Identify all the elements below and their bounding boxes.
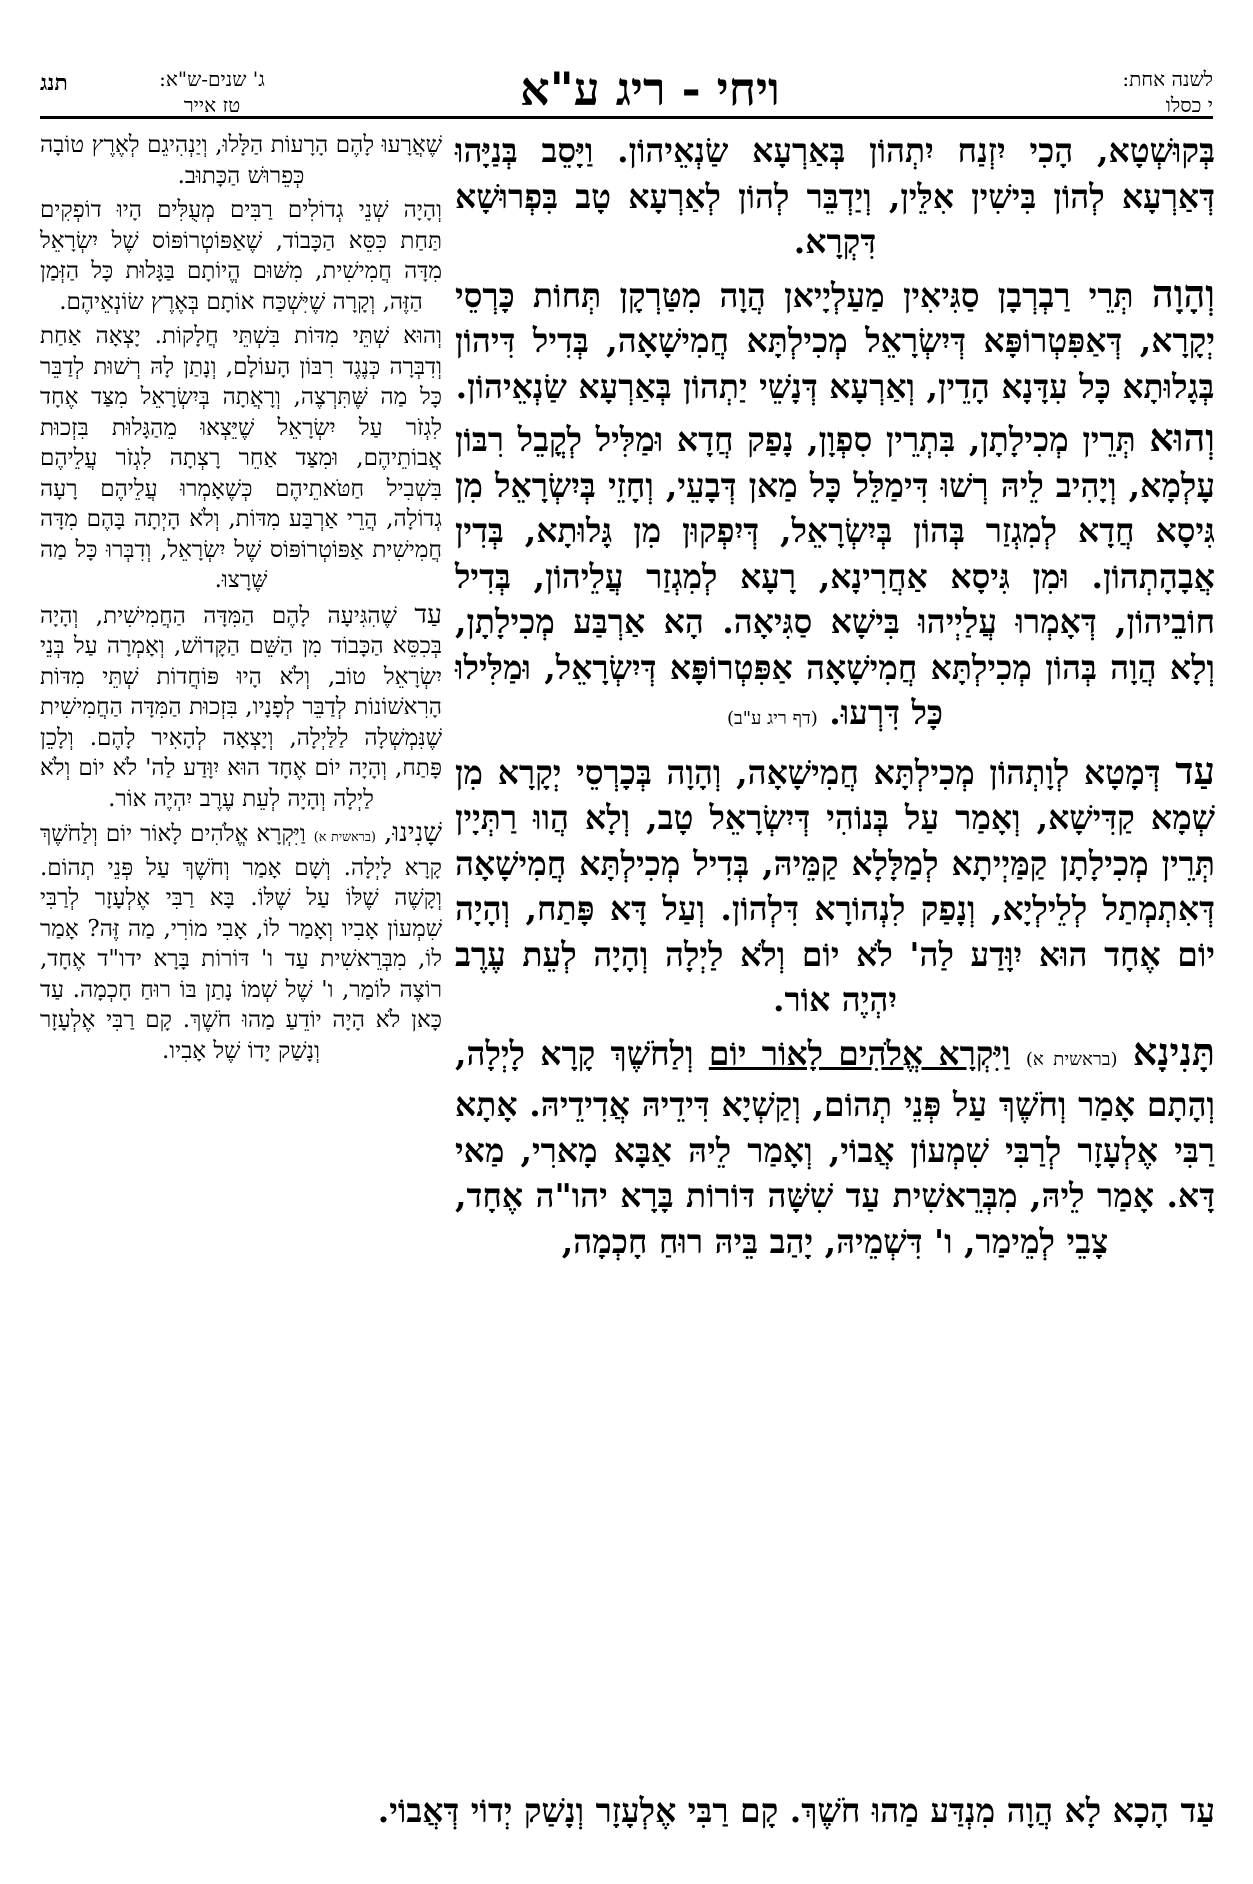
header-right-date xyxy=(1043,66,1213,118)
header-right-line1: לשנה אחת: xyxy=(1122,67,1213,91)
page-number: תנג xyxy=(40,70,68,96)
verse-reference: (בראשית א) xyxy=(1025,1048,1118,1070)
bottom-line: עַד הָכָא לָא הֲוָה מִנְדַּע מַהוּ חֹשֶׁךְ. קָם רַבִּי אֶלְעָזָר וְנָשַׁק יְדוֹי דְּאֲבוֹי. xyxy=(377,1791,1215,1830)
main-paragraph xyxy=(455,415,1215,742)
commentary-paragraph xyxy=(40,600,442,815)
verse-quote: וַיִּקְרָא אֱלֹהִים לָאוֹר יוֹם xyxy=(708,1033,1011,1073)
paragraph-text: דְּמָטָא לְוָתְהוֹן מְכִילְתָּא חֲמִישָׁאָה, וְהָוָה בְּכָרְסֵי יְקָרָא מִן שְׁמָא קַדִּישָׁא, וְאָמַר עַל בְּנוֹהִי דְּיִשְׂרָאֵל טָב, וְלָא הֲווּ רַתְּיָין תְּרֵין מְכִילָתָן קַמַּיְיתָא לְמַלָּלָא קַמֵּיהּ, בְּדִיל מְכִילְתָּא חֲמִישָׁאָה דְּאִתְמְתַל לְלֵילְיָא, וְנָפַק לִנְהוֹרָא דִּלְהוֹן. וְעַל דָּא פָּתַח, וְהָיָה יוֹם אֶחָד הוּא יִוָּדַע לַה' לֹא יוֹם וְלֹא לַיְלָה וְהָיָה לְעֵת עֶרֶב יִהְיֶה אוֹר. xyxy=(455,752,1215,1019)
commentary-paragraph xyxy=(40,818,442,1066)
main-paragraph xyxy=(455,271,1215,410)
paragraph-text: שֶׁהִגִּיעָה לָהֶם הַמִּדָּה הַחֲמִישִׁית, וְהָיָה בְּכִסֵּא הַכָּבוֹד מִן הַשֵּׁם הַקָּדוֹשׁ, וְאָמְרָה עַל בְּנֵי יִשְׂרָאֵל טוֹב, וְלֹא הָיוּ פּוֹחֲדוֹת שְׁתֵּי מִדּוֹת הָרִאשׁוֹנוֹת לְדַבֵּר לְפָנָיו, בִּזְכוּת הַמִּדָּה הַחֲמִישִׁית שֶׁנִּמְשְׁלָה לַלַּיְלָה, וְיָצְאָה לְהָאִיר לָהֶם. וְלָכֵן פָּתַח, וְהָיָה יוֹם אֶחָד הוּא יִוָּדַע לַה' לֹא יוֹם וְלֹא לַיְלָה וְהָיָה לְעֵת עֶרֶב יִהְיֶה אוֹר. xyxy=(40,602,442,812)
header-divider xyxy=(40,116,1213,119)
header-left-line2: טז אייר xyxy=(183,93,241,117)
commentary-paragraph: וְהוּא שְׁתֵּי מִדּוֹת בִּשְׁתֵּי חֲלָקוֹת. יָצְאָה אַחַת וְדִבְּרָה כְּנֶגֶד רִבּוֹן הָעוֹלָם, וְנָתַן לָהּ רְשׁוּת לְדַבֵּר כָּל מַה שֶּׁתִּרְצֶה, וְרָאֲתָה בְּיִשְׂרָאֵל מִצַּד אֶחָד לִגְזֹר עַל יִשְׂרָאֵל שֶׁיֵּצְאוּ מֵהַגָּלוּת בִּזְכוּת אֲבוֹתֵיהֶם, וּמִצַּד אַחֵר רָצְתָה לִגְזֹר עֲלֵיהֶם בִּשְׁבִיל חַטֹּאתֵיהֶם כְּשֶׁאָמְרוּ עֲלֵיהֶם רָעָה גְדוֹלָה, הֲרֵי אַרְבַּע מִדּוֹת, וְלֹא הָיְתָה בָּהֶם מִדָּה חֲמִישִׁית אַפּוֹטְרוֹפּוֹס שֶׁל יִשְׂרָאֵל, וְדִבְּרוּ כָּל מַה שֶּׁרָצוּ. xyxy=(40,323,442,593)
main-text-column xyxy=(455,128,1215,1270)
commentary-column xyxy=(40,130,442,1070)
header-left-line1: ג' שנים-ש"א: xyxy=(159,67,265,91)
header-left-date xyxy=(132,66,292,118)
commentary-paragraph: וְהָיָה שְׁנֵי גְדוֹלִים רַבִּים מְעֻלִּים הָיוּ דוֹפְקִים תַּחַת כִּסֵּא הַכָּבוֹד, שֶׁאַפּוֹטְרוֹפּוֹס שֶׁל יִשְׂרָאֵל מִדָּה חֲמִישִׁית, מִשּׁוּם הֱיוֹתָם בַּגָּלוּת כָּל הַזְּמַן הַזֶּה, וְקָרָה שֶׁיִּשְׁכַּח אוֹתָם בְּאֶרֶץ שׂוֹנְאֵיהֶם. xyxy=(40,197,442,315)
paragraph-opening-word: וְהָוָה xyxy=(1151,270,1215,316)
page-title: ויחי - ריג ע"א xyxy=(520,62,780,116)
main-paragraph xyxy=(455,748,1215,1023)
paragraph-opening-word: עַד xyxy=(414,598,443,630)
header-right-line2: י כסלו xyxy=(1165,93,1213,117)
paragraph-text: תְּרֵי רַבְרְבָן סַגִּיאִין מַעַלְיָיאן הֲוָה מִטַּרְקָן תְּחוֹת כָּרְסֵי יְקָרָא, דְּאַפִּטְרוֹפָּא דְּיִשְׂרָאֵל מְכִילְתָּא חֲמִישָׁאָה, בְּדִיל דִּיהוֹן בְּגָלוּתָא כָּל עִדָּנָא הָדֵין, וְאַרְעָא דְּנָשֵׁי יַתְהוֹן בְּאַרְעָא שַׂנְאֵיהוֹן. xyxy=(455,275,1215,406)
paragraph-opening-word: וְהוּא xyxy=(1149,415,1215,460)
paragraph-opening-word: תָּנִינָא xyxy=(1132,1028,1215,1074)
page-reference: (דף ריג ע"ב) xyxy=(726,708,818,729)
paragraph-text: וַיִּקְרָא אֱלֹהִים לָאוֹר יוֹם וְלַחֹשֶׁךְ קָרָא לָיְלָה. וְשָׁם אָמַר וְחֹשֶׁךְ עַל פְּנֵי תְהוֹם. וְקָשֶׁה שֶׁלּוֹ עַל שֶׁלּוֹ. בָּא רַבִּי אֶלְעָזָר לְרַבִּי שִׁמְעוֹן אָבִיו וְאָמַר לוֹ, אָבִי מוֹרִי, מַה זֶּה? אָמַר לוֹ, מִבְּרֵאשִׁית עַד ו' דּוֹרוֹת בָּרָא ידו"ד אֶחָד, רוֹצֶה לוֹמַר, ו' שֶׁל שְׁמוֹ נָתַן בּוֹ רוּחַ חָכְמָה. עַד כָּאן לֹא הָיָה יוֹדֵעַ מַהוּ חֹשֶׁךְ. קָם רַבִּי אֶלְעָזָר וְנָשַׁק יָדוֹ שֶׁל אָבִיו. xyxy=(40,821,442,1064)
paragraph-text: תְּרֵין מְכִילָתָן, בִּתְרֵין סִפְוָן, נָפַק חֲדָא וּמַלִּיל לְקֳבֵל רִבּוֹן עָלְמָא, וְיָהִיב לֵיהּ רְשׁוּ דִּימַלֵּל כָּל מַאן דְּבָעֵי, וְחָזֵי בְּיִשְׂרָאֵל מִן גִּיסָא חֲדָא לְמִגְזַר בְּהוֹן בְּיִשְׂרָאֵל, דְּיִפְקוּן מִן גָּלוּתָא, בְּדִין אֲבָהָתְהוֹן. וּמִן גִּיסָא אַחֲרִינָא, רָעָא לְמִגְזַר עֲלֵיהוֹן, בְּדִיל חוֹבֵיהוֹן, דְּאָמְרוּ עֲלַיְיהוּ בִּישָׁא סַגִּיאָה. הָא אַרְבַּע מְכִילָתָן, וְלָא הֲוָה בְּהוֹן מְכִילְתָּא חֲמִישָׁאָה אַפִּטְרוֹפָּא דְּיִשְׂרָאֵל, וּמַלִּילוּ כָּל דִּרְעוּ. xyxy=(455,420,1215,732)
paragraph-opening-word: עַד xyxy=(1175,747,1215,793)
commentary-paragraph: שֶׁאֲרָעוּ לָהֶם הָרָעוֹת הַלָּלוּ, וְיַנְהִיגֵם לְאֶרֶץ טוֹבָה כְּפֵרוּשׁ הַכָּתוּב. xyxy=(40,132,442,189)
main-paragraph xyxy=(455,1029,1215,1265)
main-paragraph: בְּקוּשְׁטָא, הָכִי יִזְנַח יִתְהוֹן בְּאַרְעָא שַׂנְאֵיהוֹן. וַיָּסֵב בְּנַיָּהוּ דְּאַרְעָא לְהוֹן בִּישִׁין אִלֵּין, וְיַדְבֵּר לְהוֹן לְאַרְעָא טָב בִּפְרוּשָׁא דִּקְרָא. xyxy=(455,131,1215,261)
paragraph-text: וְלַחֹשֶׁךְ קָרָא לָיְלָה, וְהָתָם אָמַר וְחֹשֶׁךְ עַל פְּנֵי תְהוֹם, וְקַשְׁיָא דִּידֵיהּ אֲדִידֵיהּ. אָתָא רַבִּי אֶלְעָזָר לְרַבִּי שִׁמְעוֹן אֲבוֹי, וְאָמַר לֵיהּ אַבָּא מָארִי, מַאי דָּא. אָמַר לֵיהּ, מִבְּרֵאשִׁית עַד שִׁשָּׁה דּוֹרוֹת בָּרָא יהו"ה אֶחָד, צָבֵי לְמֵימַר, ו' דִּשְׁמֵיהּ, יָהַב בֵּיהּ רוּחַ חָכְמָה, xyxy=(455,1033,1215,1261)
paragraph-opening-word: שָׁנִינוּ, xyxy=(384,817,443,848)
verse-reference: (בראשית א) xyxy=(313,829,376,844)
